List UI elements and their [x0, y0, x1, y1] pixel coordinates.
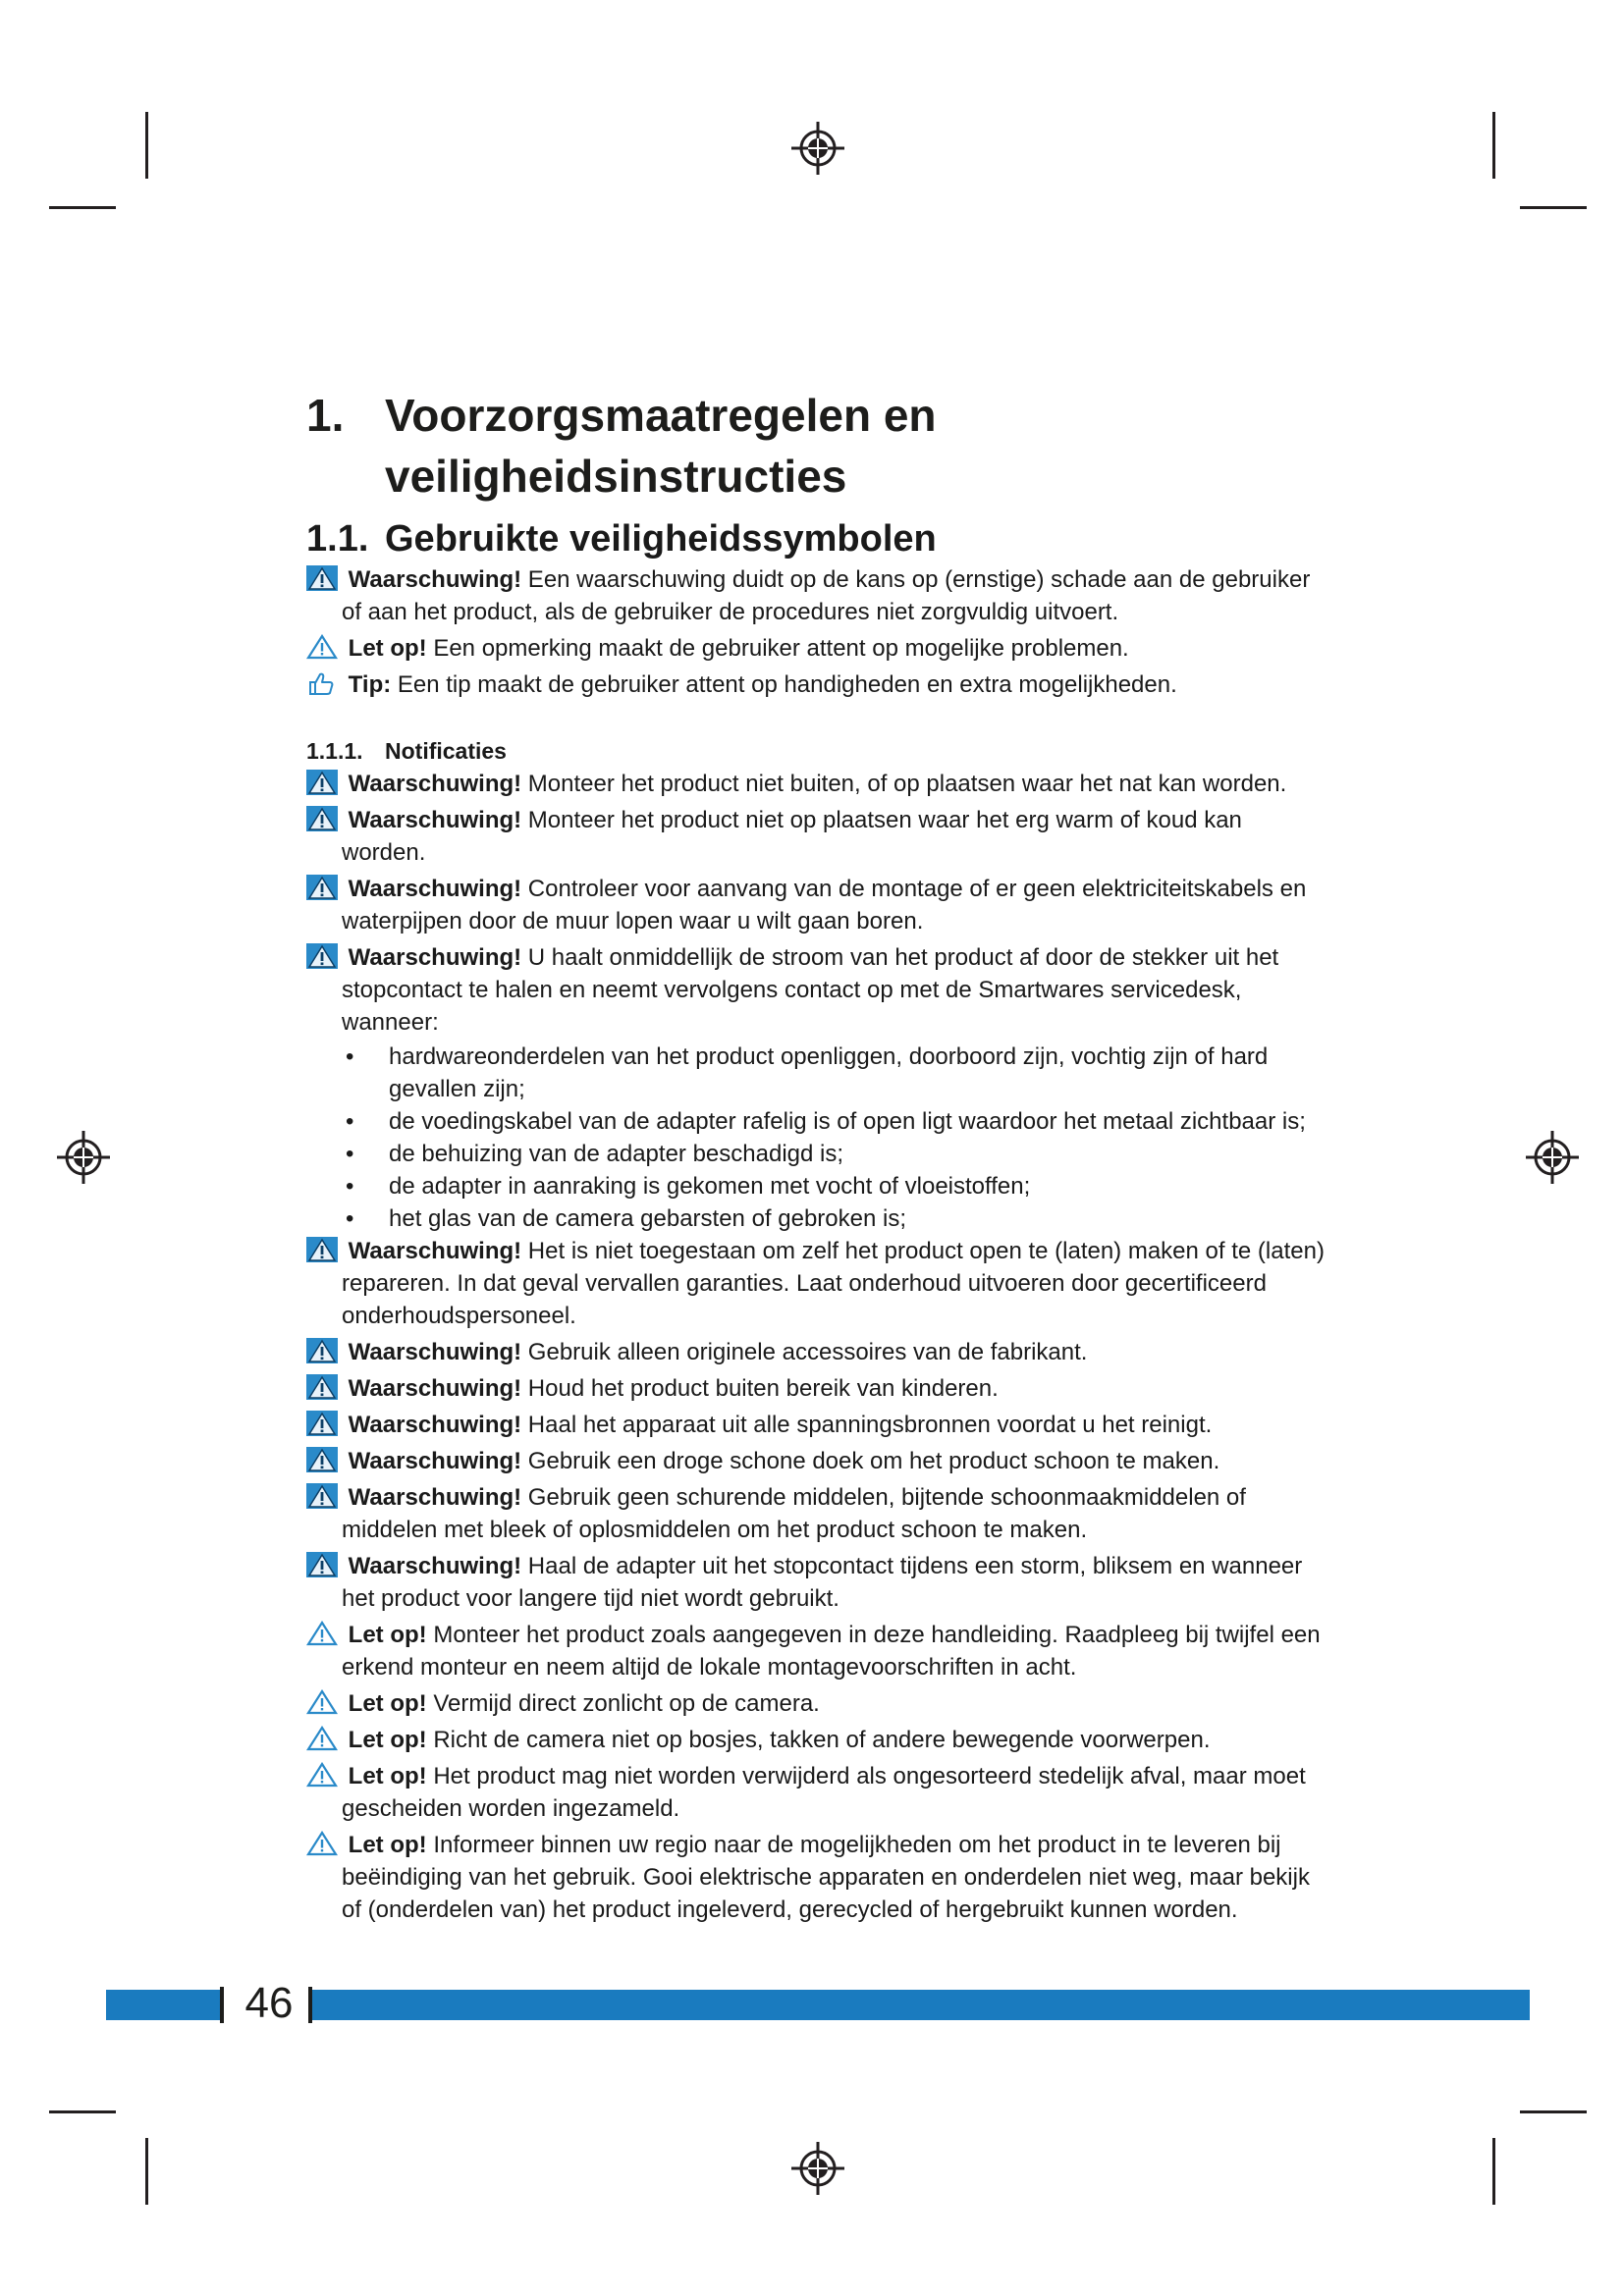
- notice-item: [306, 563, 1327, 628]
- notice-label: Tip:: [348, 671, 392, 698]
- crop-mark: [145, 2138, 148, 2205]
- crop-mark: [1492, 112, 1495, 179]
- notice-text: Monteer het product zoals aangegeven in deze handleiding. Raadpleeg bij twijfel een erkend monteur en neem altijd de lokale montagevoorschriften in acht.: [342, 1622, 1321, 1681]
- crop-mark: [1520, 206, 1587, 209]
- crop-mark: [1520, 2110, 1587, 2113]
- notice-text: Gebruik een droge schone doek om het product schoon te maken.: [521, 1448, 1220, 1474]
- notice-text: Gebruik geen schurende middelen, bijtende schoonmaakmiddelen of middelen met bleek of oplosmiddelen om het product schoon te maken.: [342, 1484, 1246, 1543]
- notice-item: [306, 1445, 1327, 1477]
- crop-mark: [1492, 2138, 1495, 2205]
- warning-icon: [306, 1338, 338, 1363]
- bullet-marker: •: [346, 1205, 354, 1232]
- notice-text: Een opmerking maakt de gebruiker attent op mogelijke problemen.: [426, 635, 1129, 662]
- notice-text: Gebruik alleen originele accessoires van de fabrikant.: [521, 1339, 1088, 1365]
- symbol-legend: [306, 563, 1327, 701]
- notice-item: [306, 1760, 1327, 1825]
- bullet-marker: •: [346, 1108, 354, 1135]
- notice-label: Waarschuwing!: [348, 1238, 522, 1264]
- notice-item: [306, 804, 1327, 869]
- warning-icon: [306, 806, 338, 831]
- registration-target-icon: [1524, 1129, 1581, 1186]
- notification-list: [306, 768, 1327, 1039]
- page-number: 46: [244, 1979, 294, 2027]
- list-item-text: de adapter in aanraking is gekomen met vocht of vloeistoffen;: [389, 1173, 1031, 1200]
- notice-text: Haal de adapter uit het stopcontact tijdens een storm, bliksem en wanneer het product voor langere tijd niet wordt gebruikt.: [342, 1553, 1303, 1612]
- notice-item: [306, 1829, 1327, 1926]
- footer-bar: [312, 1990, 1530, 2020]
- notice-text: Het is niet toegestaan om zelf het product open te (laten) maken of te (laten) repareren. In dat geval vervallen garanties. Laat onderhoud uitvoeren door gecertificeerd onderhoudspersoneel.: [342, 1238, 1325, 1329]
- caution-icon: [306, 1762, 338, 1788]
- condition-list: [306, 1041, 1327, 1235]
- notice-label: Let op!: [348, 635, 427, 662]
- bullet-marker: •: [346, 1173, 354, 1200]
- notice-item: [306, 1687, 1327, 1720]
- notice-item: [306, 668, 1327, 701]
- notice-text: Een tip maakt de gebruiker attent op handigheden en extra mogelijkheden.: [391, 671, 1177, 698]
- notice-label: Let op!: [348, 1727, 427, 1753]
- list-item-text: de voedingskabel van de adapter rafelig is of open ligt waardoor het metaal zichtbaar is;: [389, 1108, 1306, 1135]
- notice-label: Waarschuwing!: [348, 1412, 522, 1438]
- list-item: [342, 1138, 1327, 1170]
- warning-icon: [306, 1483, 338, 1509]
- notice-label: Let op!: [348, 1763, 427, 1789]
- footer-bar: [106, 1990, 220, 2020]
- notice-label: Waarschuwing!: [348, 771, 522, 797]
- notice-item: [306, 1372, 1327, 1405]
- subsubsection-title: Notificaties: [385, 738, 507, 764]
- notice-item: [306, 941, 1327, 1039]
- footer-separator: [220, 1987, 224, 2023]
- caution-icon: [306, 1689, 338, 1715]
- caution-icon: [306, 1621, 338, 1646]
- section-title-line1: Voorzorgsmaatregelen en: [385, 390, 937, 441]
- warning-icon: [306, 1237, 338, 1262]
- warning-icon: [306, 1552, 338, 1577]
- warning-icon: [306, 565, 338, 591]
- notice-item: [306, 1619, 1327, 1683]
- notice-item: [306, 768, 1327, 800]
- list-item: [342, 1105, 1327, 1138]
- caution-icon: [306, 634, 338, 660]
- notice-label: Waarschuwing!: [348, 944, 522, 971]
- thumbs-up-icon: [306, 670, 338, 696]
- list-item-text: de behuizing van de adapter beschadigd is;: [389, 1141, 844, 1167]
- warning-icon: [306, 875, 338, 900]
- notice-label: Waarschuwing!: [348, 876, 522, 902]
- notice-item: [306, 632, 1327, 665]
- warning-icon: [306, 770, 338, 795]
- warning-icon: [306, 1411, 338, 1436]
- bullet-marker: •: [346, 1141, 354, 1167]
- caution-icon: [306, 1831, 338, 1856]
- notice-item: [306, 1336, 1327, 1368]
- notice-label: Let op!: [348, 1832, 427, 1858]
- bullet-marker: •: [346, 1043, 354, 1070]
- list-item: [342, 1170, 1327, 1202]
- notice-text: Monteer het product niet buiten, of op plaatsen waar het nat kan worden.: [521, 771, 1287, 797]
- page-content: [306, 385, 1327, 1926]
- subsection-title: Gebruikte veiligheidssymbolen: [385, 518, 937, 560]
- list-item: [342, 1041, 1327, 1105]
- notice-label: Waarschuwing!: [348, 1484, 522, 1511]
- registration-target-icon: [789, 120, 846, 177]
- notice-item: [306, 873, 1327, 937]
- notice-text: Het product mag niet worden verwijderd als ongesorteerd stedelijk afval, maar moet gescheiden worden ingezameld.: [342, 1763, 1306, 1822]
- notice-label: Waarschuwing!: [348, 807, 522, 833]
- notice-label: Let op!: [348, 1690, 427, 1717]
- list-item: [342, 1202, 1327, 1235]
- notice-label: Waarschuwing!: [348, 1553, 522, 1579]
- list-item-text: het glas van de camera gebarsten of gebroken is;: [389, 1205, 906, 1232]
- notice-item: [306, 1409, 1327, 1441]
- subsection-number: 1.1.: [306, 518, 369, 560]
- subsubsection-number: 1.1.1.: [306, 738, 363, 764]
- notice-label: Waarschuwing!: [348, 1375, 522, 1402]
- crop-mark: [49, 206, 116, 209]
- notice-text: Vermijd direct zonlicht op de camera.: [426, 1690, 820, 1717]
- section-title-line2: veiligheidsinstructies: [385, 451, 847, 502]
- registration-target-icon: [789, 2140, 846, 2197]
- notice-text: Informeer binnen uw regio naar de mogelijkheden om het product in te leveren bij beëindiging van het gebruik. Gooi elektrische apparaten en onderdelen niet weg, maar bekijk of (onderdelen van) het product ingeleverd, gerecycled of hergebruikt kunnen worden.: [342, 1832, 1310, 1923]
- notice-text: Monteer het product niet op plaatsen waar het erg warm of koud kan worden.: [342, 807, 1242, 866]
- notice-item: [306, 1481, 1327, 1546]
- notice-text: Richt de camera niet op bosjes, takken of andere bewegende voorwerpen.: [426, 1727, 1211, 1753]
- warning-icon: [306, 1447, 338, 1472]
- notice-text: Controleer voor aanvang van de montage of er geen elektriciteitskabels en waterpijpen door de muur lopen waar u wilt gaan boren.: [342, 876, 1307, 934]
- notice-label: Let op!: [348, 1622, 427, 1648]
- section-number: 1.: [306, 390, 345, 441]
- notice-item: [306, 1550, 1327, 1615]
- notice-label: Waarschuwing!: [348, 1339, 522, 1365]
- notice-text: U haalt onmiddellijk de stroom van het product af door de stekker uit het stopcontact te halen en neemt vervolgens contact op met de Smartwares servicedesk, wanneer:: [342, 944, 1279, 1036]
- notice-label: Waarschuwing!: [348, 566, 522, 593]
- warning-icon: [306, 1374, 338, 1400]
- subsubsection-heading: [306, 736, 1327, 766]
- crop-mark: [49, 2110, 116, 2113]
- caution-icon: [306, 1726, 338, 1751]
- notice-item: [306, 1724, 1327, 1756]
- notice-label: Waarschuwing!: [348, 1448, 522, 1474]
- notice-item: [306, 1235, 1327, 1332]
- notice-text: Haal het apparaat uit alle spanningsbronnen voordat u het reinigt.: [521, 1412, 1213, 1438]
- notification-list: [306, 1235, 1327, 1926]
- notice-text: Een waarschuwing duidt op de kans op (ernstige) schade aan de gebruiker of aan het product, als de gebruiker de procedures niet zorgvuldig uitvoert.: [342, 566, 1311, 625]
- list-item-text: hardwareonderdelen van het product openliggen, doorboord zijn, vochtig zijn of hard gevallen zijn;: [389, 1043, 1269, 1102]
- warning-icon: [306, 943, 338, 969]
- registration-target-icon: [55, 1129, 112, 1186]
- crop-mark: [145, 112, 148, 179]
- section-heading-1: [306, 385, 1327, 446]
- subsection-heading: [306, 516, 1327, 561]
- notice-text: Houd het product buiten bereik van kinderen.: [521, 1375, 999, 1402]
